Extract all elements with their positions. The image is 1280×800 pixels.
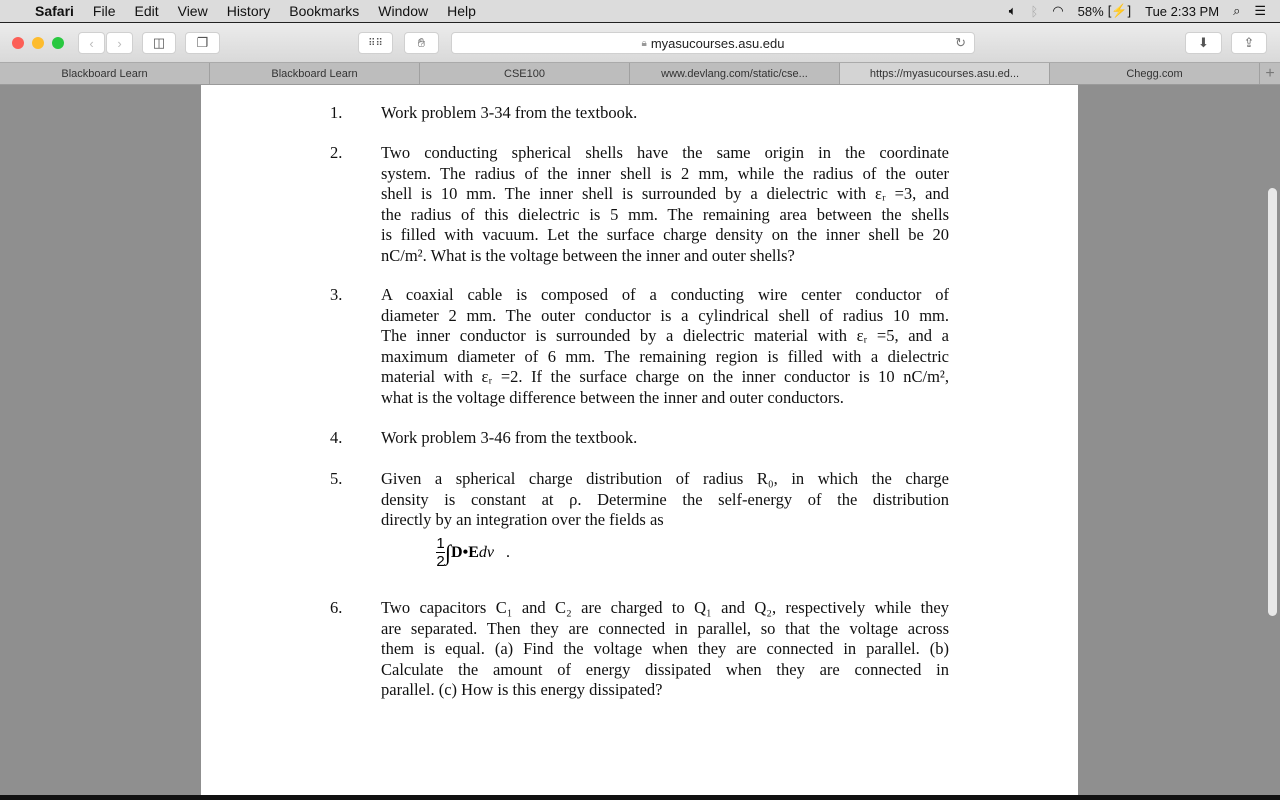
forward-button[interactable] xyxy=(106,32,133,54)
menu-window[interactable]: Window xyxy=(378,3,429,19)
grid-icon: ⠿⠿ xyxy=(368,37,383,49)
problem-number: 1. xyxy=(330,103,343,122)
plus-icon: + xyxy=(1265,64,1275,82)
menu-history[interactable]: History xyxy=(226,3,271,19)
screen-edge xyxy=(0,795,1280,800)
text-line: shell is 10 mm. The inner shell is surrounded by a dielectric with εᵣ =3, and xyxy=(381,184,949,203)
back-button[interactable] xyxy=(78,32,105,54)
tab-blackboard-1[interactable]: Blackboard Learn xyxy=(0,63,210,84)
fraction-denominator: 2 xyxy=(436,553,445,570)
text-line: density is constant at ρ. Determine the self-energy of the distribution xyxy=(381,489,949,509)
share-icon: ⇪ xyxy=(1243,35,1255,50)
downloads-button[interactable] xyxy=(1185,32,1222,54)
problem-number: 3. xyxy=(330,285,343,304)
text-line: Two capacitors C₁ and C₂ are charged to Q₁ and Q₂, respectively while they xyxy=(381,598,949,617)
menu-bar xyxy=(0,0,1280,22)
text-line: diameter 2 mm. The outer conductor is a cylindrical shell of radius 10 mm. xyxy=(381,305,949,325)
menu-app-safari[interactable]: Safari xyxy=(35,3,74,19)
hand-stop-icon: ✋︎ xyxy=(417,35,426,50)
lock-icon: 🔒︎ xyxy=(641,37,647,49)
tab-bar xyxy=(0,62,1280,85)
problem-text xyxy=(381,143,949,266)
text-line: Calculate the amount of energy dissipated when they are connected in xyxy=(381,659,949,679)
integral-sign: ∫ xyxy=(445,539,452,565)
text-line: what is the voltage difference between the inner and outer conductors. xyxy=(381,387,844,407)
text-line: Work problem 3-46 from the textbook. xyxy=(381,428,638,447)
problem-text xyxy=(381,428,949,449)
text-line: Work problem 3-34 from the textbook. xyxy=(381,103,638,122)
problem-text xyxy=(381,103,949,124)
volume-icon[interactable]: 🔈︎ xyxy=(1008,3,1017,18)
text-line: Two conducting spherical shells have the same origin in the coordinate xyxy=(381,143,949,162)
tab-overview-button[interactable] xyxy=(185,32,220,54)
scrollbar-thumb[interactable] xyxy=(1268,188,1277,616)
fraction-one-half xyxy=(436,535,445,570)
menu-file[interactable]: File xyxy=(92,3,116,19)
formula-period: . xyxy=(505,543,510,561)
minimize-window-button[interactable] xyxy=(32,37,44,49)
text-line: maximum diameter of 6 mm. The remaining region is filled with a dielectric xyxy=(381,346,949,366)
tab-myasucourses[interactable]: https://myasucourses.asu.ed... xyxy=(840,63,1050,84)
tab-cse100[interactable]: CSE100 xyxy=(420,63,630,84)
text-line: directly by an integration over the fields as xyxy=(381,510,664,529)
menu-help[interactable]: Help xyxy=(447,3,476,19)
bluetooth-icon[interactable]: ᛒ xyxy=(1030,3,1039,19)
text-line: The inner conductor is surrounded by a dielectric material with εᵣ =5, and a xyxy=(381,326,949,345)
tab-devlang[interactable]: www.devlang.com/static/cse... xyxy=(630,63,840,84)
url-text: myasucourses.asu.edu xyxy=(650,35,785,51)
self-energy-formula xyxy=(436,535,510,570)
text-line: system. The radius of the inner shell is 2 mm, while the radius of the outer xyxy=(381,163,949,183)
problem-number: 4. xyxy=(330,428,343,447)
spotlight-search-icon[interactable]: ⌕ xyxy=(1233,3,1241,18)
problem-number: 6. xyxy=(330,598,343,617)
adblock-button[interactable] xyxy=(404,32,439,54)
text-line: parallel. (c) How is this energy dissipated? xyxy=(381,680,663,699)
problem-text xyxy=(381,469,949,531)
share-button[interactable] xyxy=(1231,32,1267,54)
address-bar[interactable] xyxy=(451,32,975,54)
text-line: material with εᵣ =2. If the surface charge on the inner conductor is 10 nC/m², xyxy=(381,367,949,386)
sidebar-icon: ◫ xyxy=(152,35,166,50)
chevron-right-icon: › xyxy=(117,35,122,51)
tabs-icon: ❐ xyxy=(196,35,209,50)
battery-percent: 58% xyxy=(1077,3,1104,19)
menu-view[interactable]: View xyxy=(177,3,208,19)
menu-edit[interactable]: Edit xyxy=(134,3,159,19)
sidebar-button[interactable] xyxy=(142,32,176,54)
problem-text xyxy=(381,285,949,408)
zoom-window-button[interactable] xyxy=(52,37,64,49)
tab-chegg[interactable]: Chegg.com xyxy=(1050,63,1260,84)
problem-text xyxy=(381,598,949,701)
clock[interactable]: Tue 2:33 PM xyxy=(1145,3,1220,19)
reload-icon[interactable]: ↻ xyxy=(955,35,966,50)
text-line: A coaxial cable is composed of a conducting wire center conductor of xyxy=(381,285,949,304)
top-sites-button[interactable] xyxy=(358,32,393,54)
problem-number: 2. xyxy=(330,143,343,162)
text-line: is filled with vacuum. Let the surface charge density on the inner shell be 20 xyxy=(381,225,949,244)
formula-differential: dv xyxy=(478,543,494,561)
browser-toolbar xyxy=(0,22,1280,62)
menu-bookmarks[interactable]: Bookmarks xyxy=(289,3,360,19)
text-line: the radius of this dielectric is 5 mm. The remaining area between the shells xyxy=(381,204,949,224)
problem-number: 5. xyxy=(330,469,343,488)
battery-icon[interactable]: [⚡] xyxy=(1107,3,1132,18)
formula-vectors: D•E xyxy=(451,543,479,561)
text-line: them is equal. (a) Find the voltage when they are connected in parallel. (b) xyxy=(381,639,949,658)
document-page xyxy=(201,85,1078,800)
wifi-icon[interactable]: ◠ xyxy=(1052,3,1064,18)
notification-center-icon[interactable]: ☰ xyxy=(1254,3,1266,18)
text-line: Given a spherical charge distribution of radius R₀, in which the charge xyxy=(381,469,949,488)
download-icon: ⬇ xyxy=(1198,35,1209,50)
chevron-left-icon: ‹ xyxy=(89,35,94,51)
tab-blackboard-2[interactable]: Blackboard Learn xyxy=(210,63,420,84)
new-tab-button[interactable] xyxy=(1260,63,1280,84)
fraction-numerator: 1 xyxy=(436,535,445,552)
text-line: are separated. Then they are connected in parallel, so that the voltage across xyxy=(381,618,949,638)
close-window-button[interactable] xyxy=(12,37,24,49)
text-line: nC/m². What is the voltage between the inner and outer shells? xyxy=(381,245,795,265)
